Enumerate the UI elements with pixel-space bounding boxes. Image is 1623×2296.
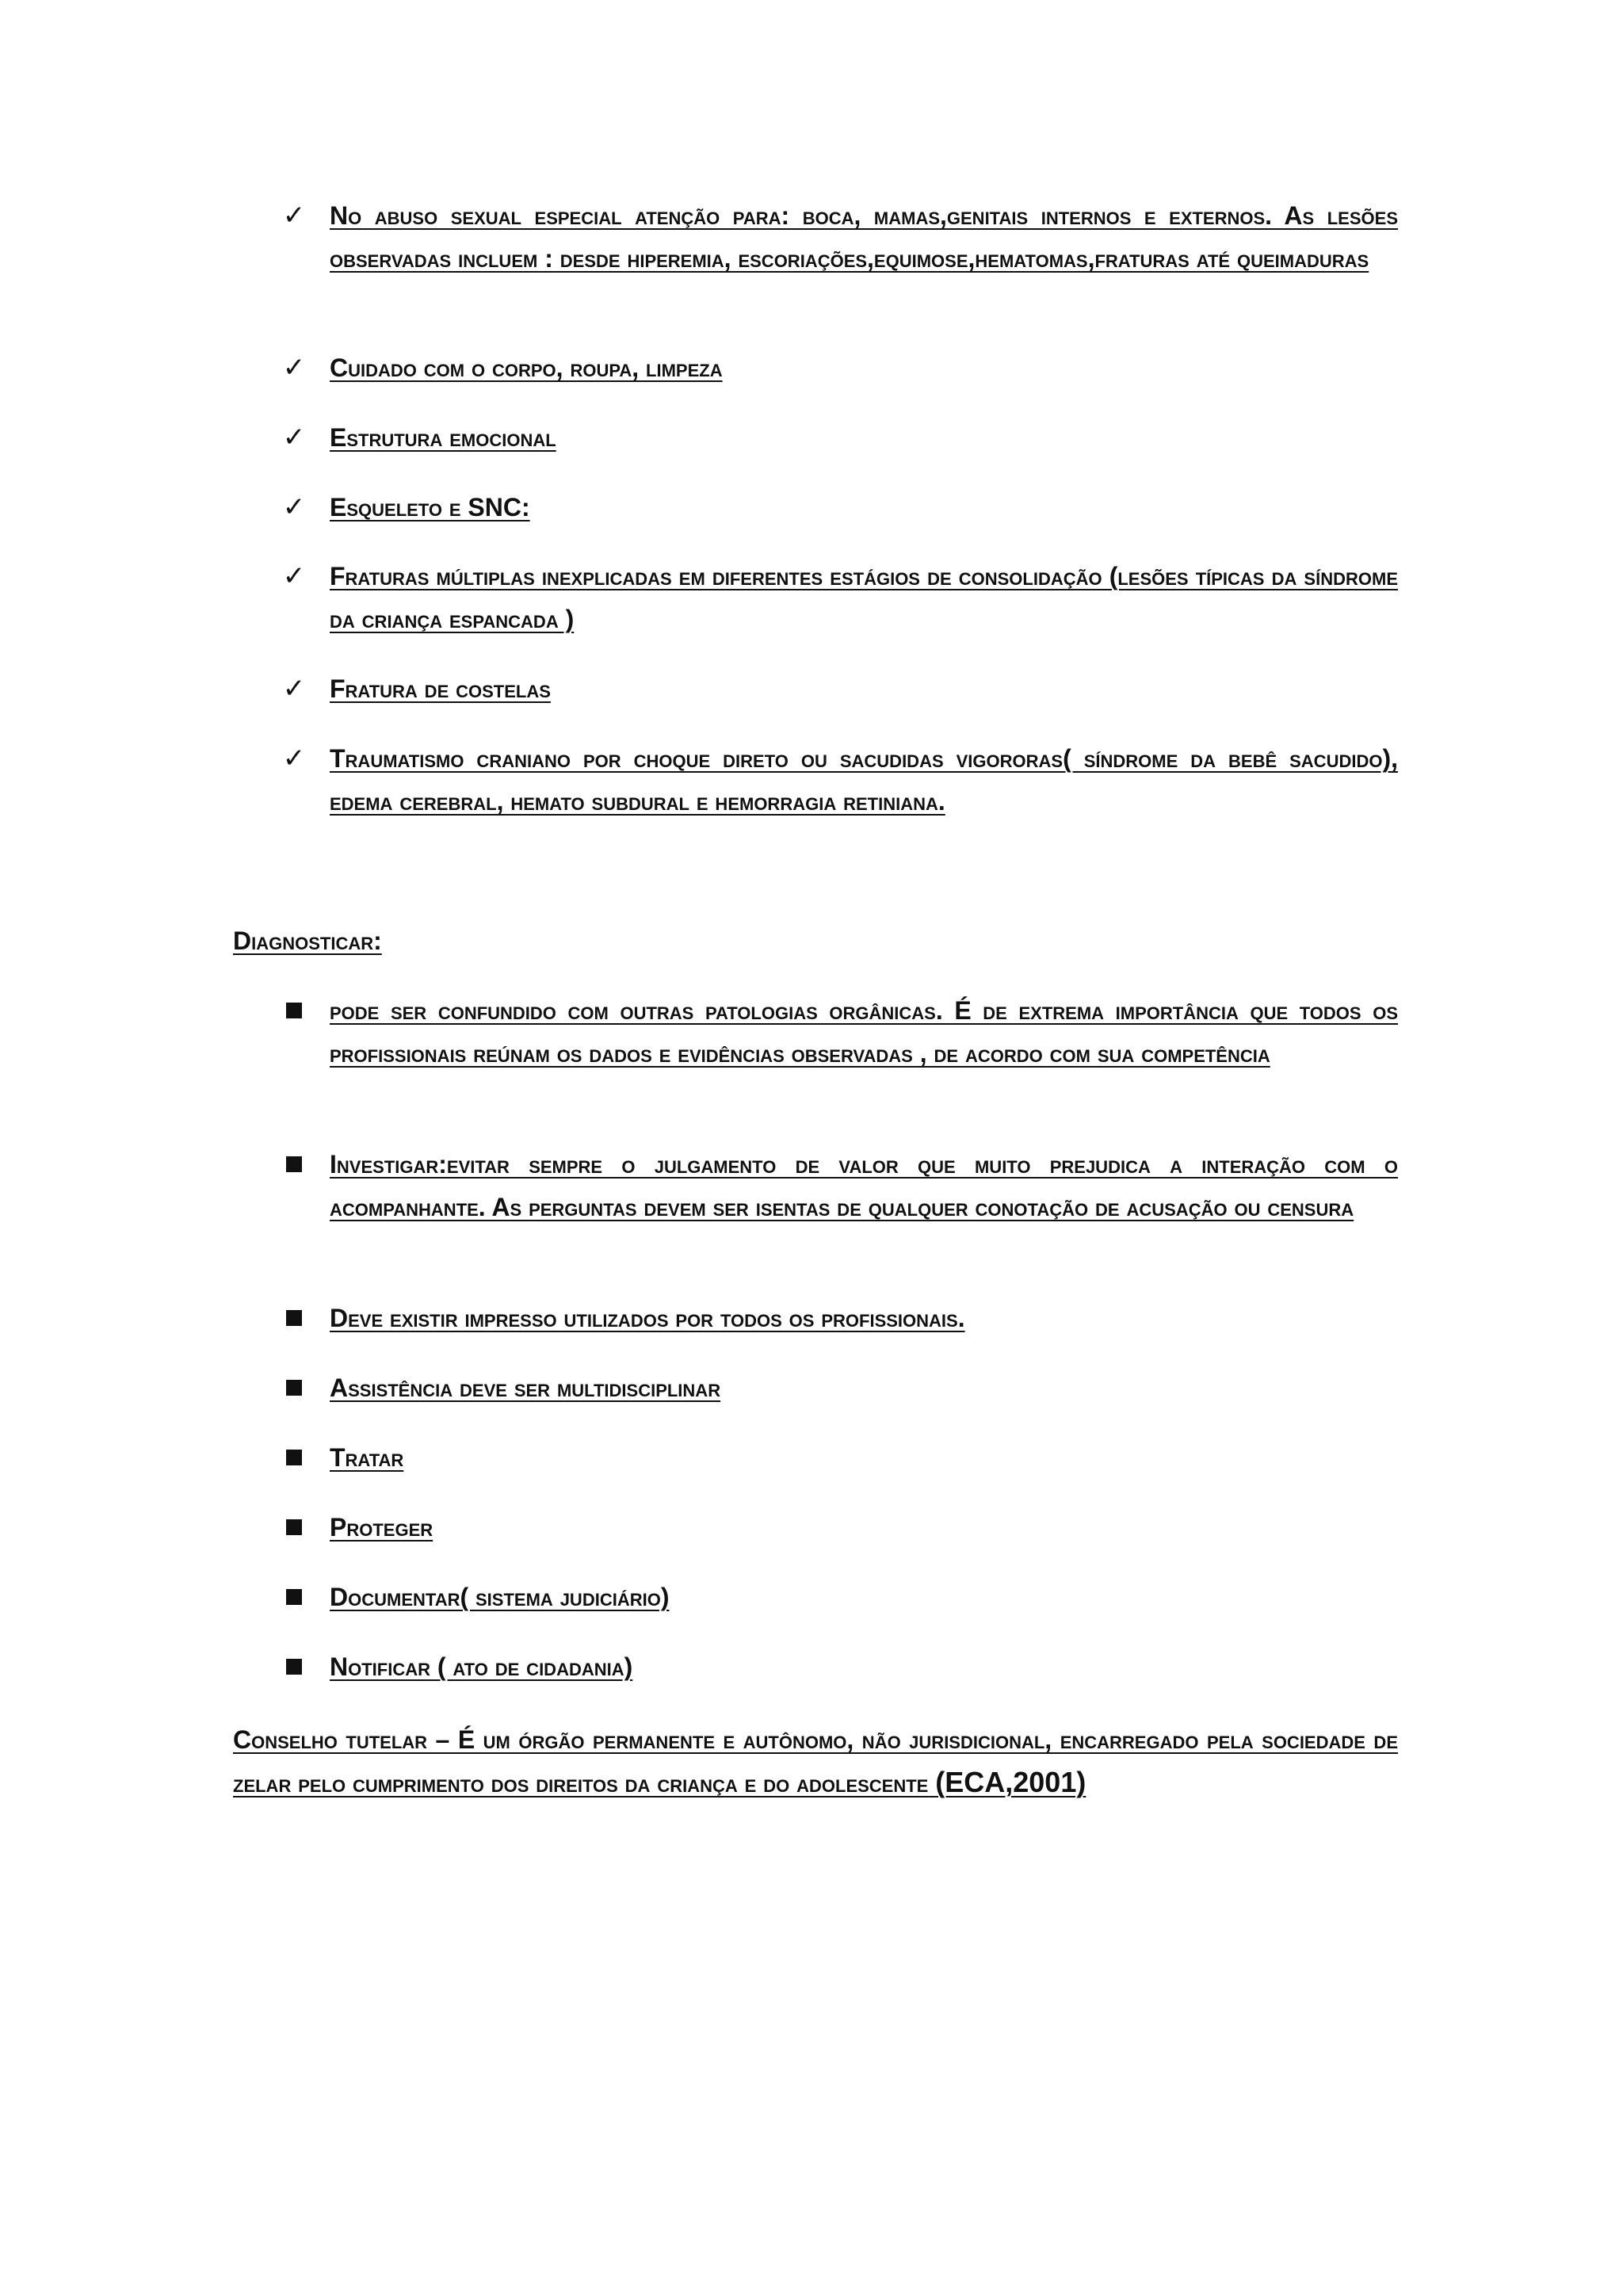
black-square-icon [281, 989, 307, 1032]
checkmark-icon: ✓ [282, 422, 306, 453]
checklist-item [282, 346, 1398, 389]
bullet-item [330, 1645, 1398, 1688]
bullet-item-text: Assistência deve ser multidisciplinar [330, 1373, 721, 1402]
checkmark-icon: ✓ [282, 491, 306, 523]
checklist-item [282, 486, 1398, 529]
checkmark-icon: ✓ [282, 673, 306, 705]
bullet-item [330, 1506, 1398, 1549]
checklist-item-text: Esqueleto e SNC: [330, 493, 530, 521]
black-square-icon [281, 1143, 307, 1186]
bullet-item [330, 1366, 1398, 1409]
bullet-item-text: Investigar:evitar sempre o julgamento de valor que muito prejudica a interação com o acompanhante. As perguntas devem ser isentas de qualquer conotação de acusação ou censura [330, 1150, 1398, 1221]
bullet-item [330, 989, 1398, 1075]
diagnose-heading: Diagnosticar: [233, 926, 382, 955]
conselho-text [233, 1718, 1398, 1805]
conselho-paragraph [233, 1718, 1398, 1805]
conselho-citation: (ECA,2001) [935, 1766, 1086, 1798]
checklist-item-text: Fratura de costelas [330, 674, 551, 703]
bullet-item-text: Documentar( sistema judiciário) [330, 1583, 670, 1611]
checkmark-icon: ✓ [282, 200, 306, 231]
checkmark-icon: ✓ [282, 560, 306, 592]
black-square-icon [281, 1297, 307, 1339]
black-square-icon [281, 1506, 307, 1549]
checklist-item-text: Fraturas múltiplas inexplicadas em diferentes estágios de consolidação (lesões típicas da síndrome da criança espancada ) [330, 562, 1398, 633]
checklist-item-text: Cuidado com o corpo, roupa, limpeza [330, 353, 723, 382]
checklist-item-text: Traumatismo craniano por choque direto ou sacudidas vigororas( síndrome da bebê sacudido), edema cerebral, hemato subdural e hemorragia retiniana. [330, 744, 1398, 816]
black-square-icon [281, 1645, 307, 1688]
checklist-item-text: No abuso sexual especial atenção para: boca, mamas,genitais internos e externos. As lesões observadas incluem : desde hiperemia, escoriações,equimose,hematomas,fraturas até queimaduras [330, 201, 1398, 273]
checklist-item [282, 737, 1398, 823]
bullet-item [330, 1143, 1398, 1228]
checklist-item [282, 194, 1398, 280]
bullet-item-text: Tratar [330, 1443, 404, 1472]
section-heading [233, 919, 708, 962]
bullet-item [330, 1297, 1398, 1339]
conselho-definition: Conselho tutelar – É um órgão permanente e autônomo, não jurisdicional, encarregado pela sociedade de zelar pelo cumprimento dos direitos da criança e do adolescente [233, 1725, 1398, 1797]
checkmark-icon: ✓ [282, 743, 306, 774]
checklist-item [282, 555, 1398, 640]
bullet-item-text: Notificar ( ato de cidadania) [330, 1652, 633, 1681]
bullet-item [330, 1576, 1398, 1618]
checkmark-icon: ✓ [282, 352, 306, 384]
bullet-item-text: pode ser confundido com outras patologias orgânicas. É de extrema importância que todos os profissionais reúnam os dados e evidências observadas , de acordo com sua competência [330, 996, 1398, 1068]
bullet-item [330, 1436, 1398, 1479]
checklist-item [282, 416, 1398, 459]
checklist-item [282, 667, 1398, 710]
checklist-item-text: Estrutura emocional [330, 423, 556, 452]
black-square-icon [281, 1436, 307, 1479]
bullet-item-text: Deve existir impresso utilizados por todos os profissionais. [330, 1304, 965, 1332]
black-square-icon [281, 1576, 307, 1618]
bullet-item-text: Proteger [330, 1513, 433, 1541]
black-square-icon [281, 1366, 307, 1409]
